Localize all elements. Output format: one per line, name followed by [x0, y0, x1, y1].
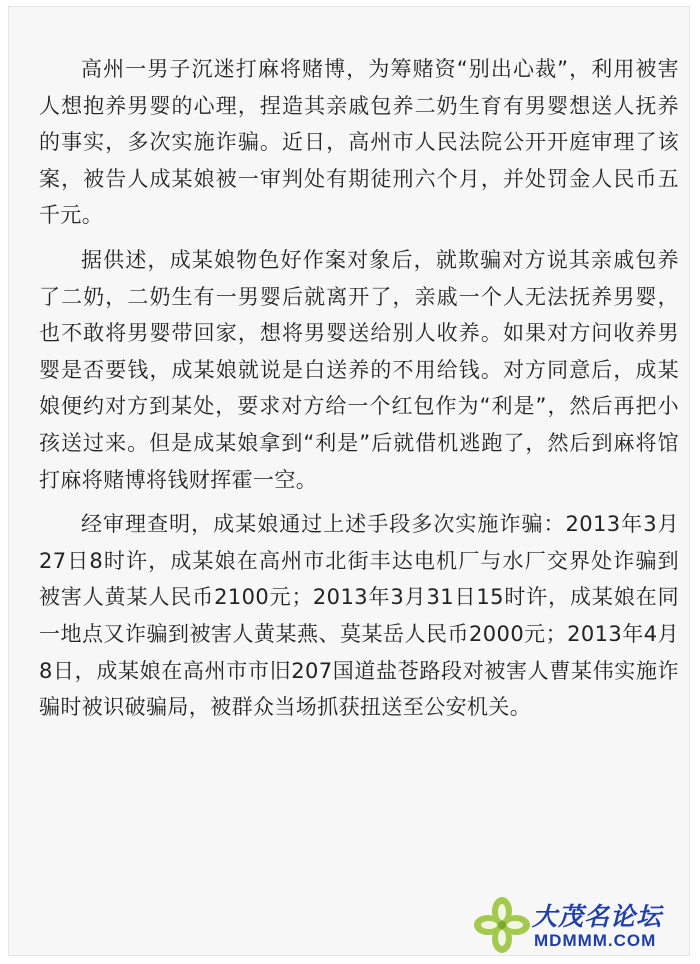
paragraph-3: 经审理查明，成某娘通过上述手段多次实施诈骗：2013年3月27日8时许，成某娘在高州市北街丰达电机厂与水厂交界处诈骗到被害人黄某人民币2100元；2013年3月31日15时许，成某娘在同一地点又诈骗到被害人黄某燕、莫某岳人民币2000元；2013年4月8日，成某娘在高州市市旧207国道盐苍路段对被害人曹某伟实施诈骗时被识破骗局，被群众当场抓获扭送至公安机关。: [39, 512, 679, 720]
clover-leaf-icon: [472, 895, 532, 955]
forum-watermark-logo: [472, 893, 692, 957]
article-page: [8, 6, 690, 956]
paragraph-2: 据供述，成某娘物色好作案对象后，就欺骗对方说其亲戚包养了二奶，二奶生有一男婴后就离开了，亲戚一个人无法抚养男婴，也不敢将男婴带回家，想将男婴送给别人收养。如果对方问收养男婴是否要钱，成某娘就说是白送养的不用给钱。对方同意后，成某娘便约对方到某处，要求对方给一个红包作为“利是”，然后再把小孩送过来。但是成某娘拿到“利是”后就借机逃跑了，然后到麻将馆打麻将赌博将钱财挥霍一空。: [39, 247, 679, 492]
paragraph-1: 高州一男子沉迷打麻将赌博，为筹赌资“别出心裁”，利用被害人想抱养男婴的心理，捏造其亲戚包养二奶生育有男婴想送人抚养的事实，多次实施诈骗。近日，高州市人民法院公开开庭审理了该案，被告人成某娘被一审判处有期徒刑六个月，并处罚金人民币五千元。: [39, 57, 679, 228]
article-body: [39, 51, 679, 734]
forum-name: 大茂名论坛: [532, 902, 663, 931]
forum-domain: MDMMM.COM: [534, 931, 657, 950]
